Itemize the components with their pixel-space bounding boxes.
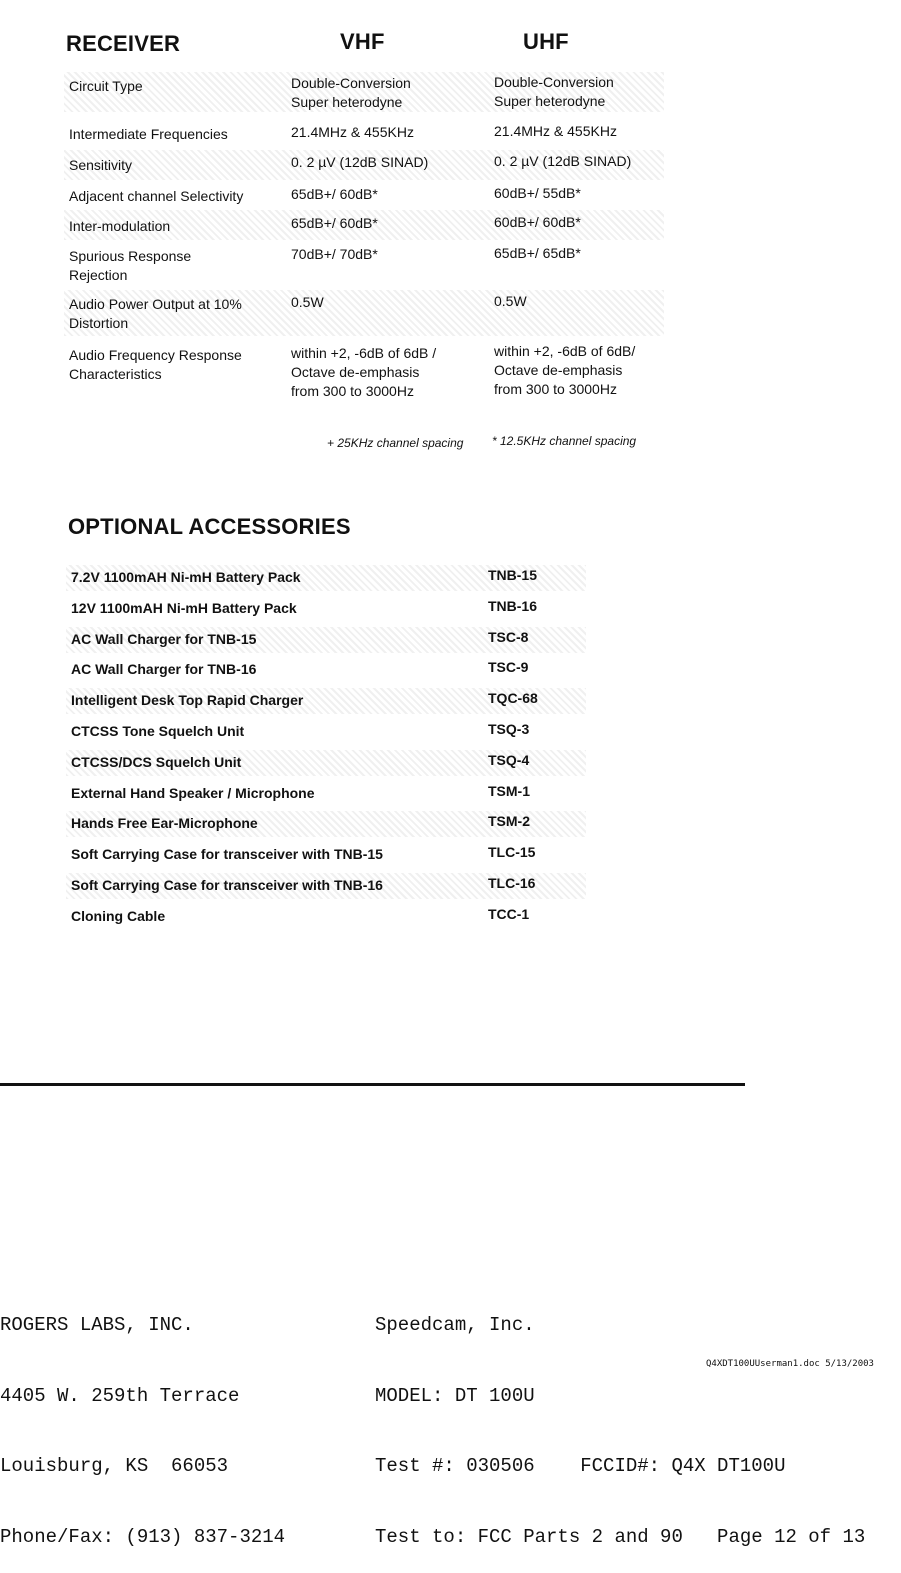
accessory-row bbox=[66, 688, 586, 714]
spec-uhf-value: 60dB+/ 60dB* bbox=[494, 214, 581, 230]
accessory-row bbox=[66, 719, 586, 745]
spec-vhf-value: within +2, -6dB of 6dB / Octave de-emphasis from 300 to 3000Hz bbox=[291, 345, 437, 399]
accessory-name: CTCSS Tone Squelch Unit bbox=[71, 723, 245, 739]
vhf-column-header: VHF bbox=[340, 29, 385, 54]
footer-test-line: MODEL: DT 100U bbox=[375, 1384, 535, 1407]
accessory-row bbox=[66, 781, 586, 807]
spec-row-circuit-type bbox=[64, 72, 664, 112]
accessory-row bbox=[66, 627, 586, 653]
spec-row-spurious-rejection bbox=[64, 246, 664, 286]
accessory-code: TSC-9 bbox=[488, 659, 529, 675]
accessory-row bbox=[66, 873, 586, 899]
accessory-name: AC Wall Charger for TNB-15 bbox=[71, 631, 257, 647]
accessory-code: TNB-15 bbox=[488, 567, 538, 583]
accessory-code: TSQ-4 bbox=[488, 752, 530, 768]
spec-vhf-value: 0. 2 µV (12dB SINAD) bbox=[291, 154, 429, 170]
spec-label: Audio Power Output at 10% Distortion bbox=[69, 296, 242, 331]
accessory-row bbox=[66, 565, 586, 591]
footer-test-line: Test #: 030506 FCCID#: Q4X DT100U bbox=[375, 1455, 786, 1477]
spec-label: Circuit Type bbox=[69, 78, 143, 94]
spec-row-audio-power bbox=[64, 290, 664, 336]
spec-uhf-value: 65dB+/ 65dB* bbox=[494, 245, 581, 261]
spec-uhf-value: 60dB+/ 55dB* bbox=[494, 185, 581, 201]
footer-lab-info bbox=[0, 1267, 285, 1573]
uhf-column-header: UHF bbox=[523, 29, 569, 54]
footer-lab-line: 4405 W. 259th Terrace bbox=[0, 1384, 240, 1407]
document-reference: Q4XDT100UUserman1.doc 5/13/2003 bbox=[706, 1359, 874, 1369]
accessory-code: TLC-15 bbox=[488, 844, 536, 860]
spec-vhf-value: Double-Conversion Super heterodyne bbox=[291, 75, 411, 110]
footer-test-line: Speedcam, Inc. bbox=[375, 1314, 535, 1336]
accessory-name: CTCSS/DCS Squelch Unit bbox=[71, 754, 242, 770]
spec-vhf-value: 21.4MHz & 455KHz bbox=[291, 124, 414, 140]
spec-uhf-value: 21.4MHz & 455KHz bbox=[494, 123, 617, 139]
spec-label: Intermediate Frequencies bbox=[69, 126, 228, 142]
accessory-code: TSQ-3 bbox=[488, 721, 530, 737]
spec-uhf-value: 0. 2 µV (12dB SINAD) bbox=[494, 153, 632, 169]
accessory-name: External Hand Speaker / Microphone bbox=[71, 785, 315, 801]
accessory-name: Soft Carrying Case for transceiver with TNB-15 bbox=[71, 846, 383, 862]
footer-lab-line: Phone/Fax: (913) 837-3214 bbox=[0, 1525, 286, 1548]
accessory-row bbox=[66, 750, 586, 776]
footer-test-line: Test to: FCC Parts 2 and 90 Page 12 of 13 bbox=[375, 1525, 866, 1548]
accessory-row bbox=[66, 904, 586, 930]
accessory-row bbox=[66, 596, 586, 622]
spec-vhf-value: 70dB+/ 70dB* bbox=[291, 246, 378, 262]
spec-label: Inter-modulation bbox=[69, 218, 171, 234]
accessory-row bbox=[66, 842, 586, 868]
spec-row-intermodulation bbox=[64, 210, 664, 240]
spec-row-audio-frequency-response bbox=[64, 345, 664, 405]
accessories-title: OPTIONAL ACCESSORIES bbox=[68, 514, 351, 539]
footnote-12-5khz: * 12.5KHz channel spacing bbox=[492, 434, 637, 448]
accessory-code: TSM-1 bbox=[488, 783, 530, 799]
accessory-name: Cloning Cable bbox=[71, 908, 166, 924]
spec-uhf-value: within +2, -6dB of 6dB/ Octave de-emphasis from 300 to 3000Hz bbox=[494, 343, 636, 397]
spec-label: Spurious Response Rejection bbox=[69, 248, 192, 283]
footer-lab-line: Louisburg, KS 66053 bbox=[0, 1455, 229, 1477]
spec-vhf-value: 0.5W bbox=[291, 294, 324, 310]
accessory-code: TQC-68 bbox=[488, 690, 538, 706]
footnote-25khz: + 25KHz channel spacing bbox=[327, 436, 464, 450]
spec-uhf-value: 0.5W bbox=[494, 293, 527, 309]
accessory-name: Intelligent Desk Top Rapid Charger bbox=[71, 692, 304, 708]
spec-label: Audio Frequency Response Characteristics bbox=[69, 347, 242, 382]
footer-test-info bbox=[375, 1267, 865, 1573]
spec-label: Sensitivity bbox=[69, 157, 133, 173]
accessory-code: TNB-16 bbox=[488, 598, 538, 614]
accessory-code: TSM-2 bbox=[488, 813, 530, 829]
spec-label: Adjacent channel Selectivity bbox=[69, 188, 244, 204]
receiver-title: RECEIVER bbox=[66, 31, 181, 56]
accessory-code: TLC-16 bbox=[488, 875, 536, 891]
accessory-name: Soft Carrying Case for transceiver with TNB-16 bbox=[71, 877, 383, 893]
accessory-row bbox=[66, 811, 586, 837]
spec-row-sensitivity bbox=[64, 150, 664, 180]
accessory-code: TSC-8 bbox=[488, 629, 529, 645]
accessory-code: TCC-1 bbox=[488, 906, 530, 922]
spec-vhf-value: 65dB+/ 60dB* bbox=[291, 215, 378, 231]
accessory-name: Hands Free Ear-Microphone bbox=[71, 815, 258, 831]
accessory-name: 7.2V 1100mAH Ni-mH Battery Pack bbox=[71, 569, 301, 585]
spec-uhf-value: Double-Conversion Super heterodyne bbox=[494, 74, 614, 109]
spec-vhf-value: 65dB+/ 60dB* bbox=[291, 186, 378, 202]
footer-lab-line: ROGERS LABS, INC. bbox=[0, 1314, 194, 1336]
accessory-name: 12V 1100mAH Ni-mH Battery Pack bbox=[71, 600, 297, 616]
accessory-row bbox=[66, 657, 586, 683]
horizontal-rule bbox=[0, 1083, 745, 1086]
accessory-name: AC Wall Charger for TNB-16 bbox=[71, 661, 257, 677]
